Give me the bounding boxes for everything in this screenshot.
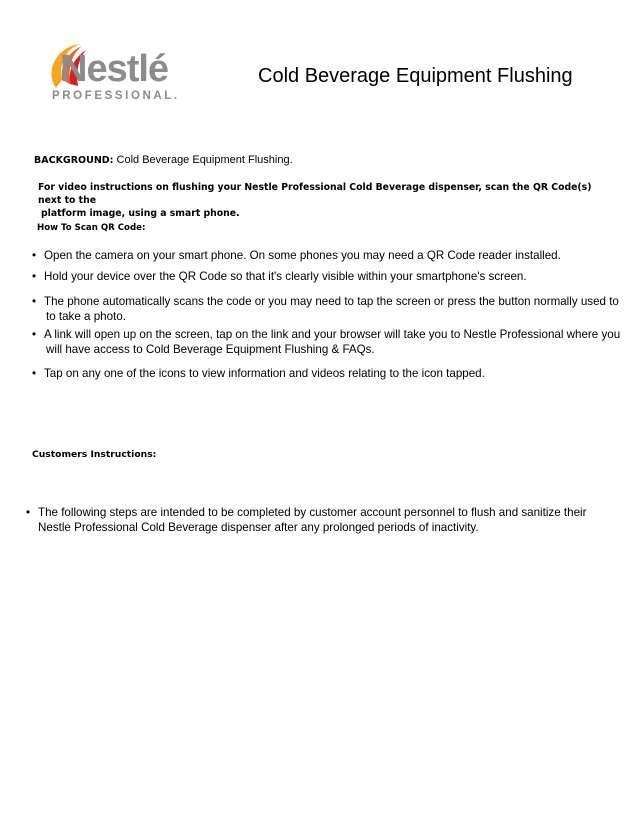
step-text-continued: will have access to Cold Beverage Equipment Flushing & FAQs. — [46, 343, 375, 356]
video-note-line-1: For video instructions on flushing your Nestle Professional Cold Beverage dispenser, scan the QR Code(s) next to the — [38, 182, 592, 206]
page-title: Cold Beverage Equipment Flushing — [258, 65, 573, 87]
video-instructions-note — [38, 181, 608, 220]
bullet-icon: • — [32, 295, 37, 308]
bullet-icon: • — [32, 367, 37, 380]
logo-subtitle: PROFESSIONAL. — [52, 90, 180, 102]
list-item — [32, 294, 619, 324]
step-text: The phone automatically scans the code or you may need to tap the screen or press the button normally used to — [44, 295, 619, 308]
customer-instruction-text-continued: Nestle Professional Cold Beverage dispenser after any prolonged periods of inactivity. — [38, 521, 479, 534]
customer-instruction-text: The following steps are intended to be completed by customer account personnel to flush and sanitize their — [38, 506, 587, 519]
bullet-icon: • — [26, 506, 31, 519]
background-label: BACKGROUND: — [34, 155, 114, 166]
list-item — [32, 327, 620, 357]
list-item — [32, 269, 527, 284]
how-to-scan-label: How To Scan QR Code: — [37, 223, 146, 233]
background-line — [34, 153, 293, 168]
customers-instructions-label: Customers Instructions: — [32, 449, 157, 460]
step-text: Open the camera on your smart phone. On some phones you may need a QR Code reader installed. — [44, 249, 561, 262]
step-text: Tap on any one of the icons to view information and videos relating to the icon tapped. — [44, 367, 485, 380]
list-item — [32, 366, 485, 381]
step-text: A link will open up on the screen, tap on the link and your browser will take you to Nestle Professional where you — [44, 328, 621, 341]
list-item — [26, 505, 586, 535]
step-text: Hold your device over the QR Code so that it's clearly visible within your smartphone's screen. — [44, 270, 527, 283]
logo-wordmark: Nestlé — [60, 48, 169, 90]
bullet-icon: • — [32, 249, 37, 262]
step-text-continued: to take a photo. — [46, 310, 126, 323]
list-item — [32, 248, 561, 263]
bullet-icon: • — [32, 270, 37, 283]
bullet-icon: • — [32, 328, 37, 341]
nestle-professional-logo — [38, 40, 188, 108]
video-note-line-2: platform image, using a smart phone. — [41, 208, 240, 219]
background-text: Cold Beverage Equipment Flushing. — [116, 154, 293, 166]
